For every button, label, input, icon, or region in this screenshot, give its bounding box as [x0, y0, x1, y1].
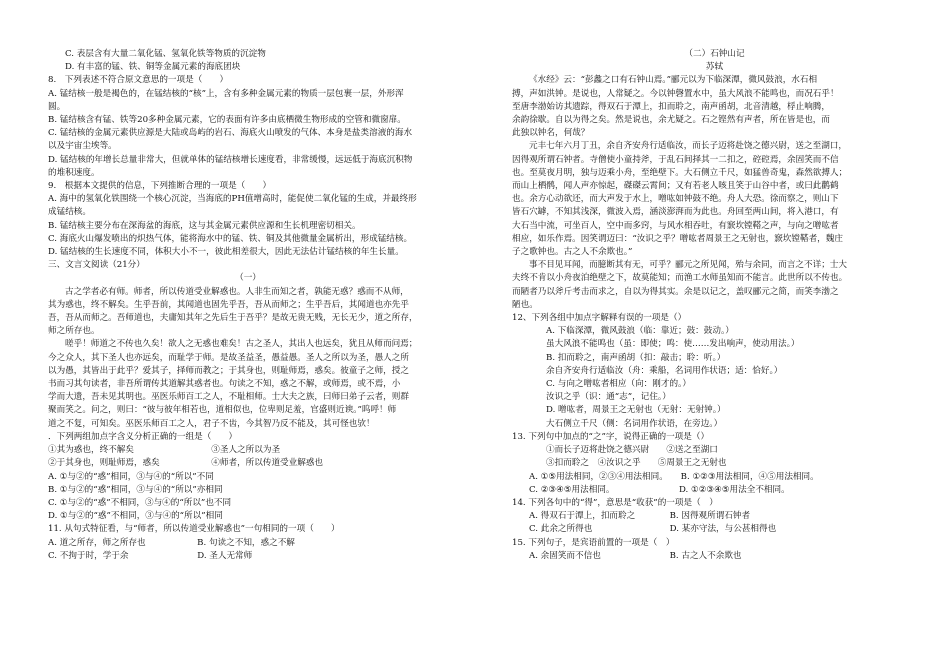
text-line: 今之众人，其下圣人也亦远矣，而耻学于师。是故圣益圣，愚益愚。圣人之所以为圣，愚人之所	[48, 352, 409, 363]
text-line: 吾，吾从而师之。吾师道也，夫庸知其年之先后生于吾乎？是故无贵无贱，无长无少，道之所存，	[48, 313, 418, 324]
text-line: 以为愚，其皆出于此乎？爱其子，择师而教之；于其身也，则耻师焉，惑矣。彼童子之师，授之	[48, 365, 409, 376]
text-line: C. 表层含有大量二氧化锰、氢氧化铁等物质的沉淀物	[65, 49, 266, 59]
text-line: 11. 从句式特征看，与“师者，所以传道受业解惑也”一句相同的一项（ ）	[48, 524, 340, 535]
text-line: D. 锰结核的年增长总量非常大，但就单体的锰结核增长速度看，非常缓慢，远远低于海底沉积物	[48, 154, 413, 165]
text-line: 大石当中流，可坐百人，空中而多窍，与风水相吞吐，有窾坎镗鞳之声，与向之噌吰者	[512, 220, 839, 231]
text-line: （二）石钟山记	[684, 49, 745, 59]
text-line: 元丰七年六月丁丑，余自齐安舟行适临汝，而长子迈将赴饶之德兴尉，送之至湖口，	[529, 141, 847, 152]
text-line: A. ①⑤用法相同，②③④用法相同。 B. ①②③用法相同，④⑤用法相同。	[529, 471, 819, 482]
text-line: B. 锰结核含有锰、铁等20多种金属元素，它的表面有许多由底栖微生物形成的空管和微窗扉。	[48, 115, 406, 126]
text-line: 8. 下列表述不符合原文意思的一项是（ ）	[48, 75, 229, 86]
text-line: A. ①与②的“惑”相同，③与④的“所以”不同	[48, 471, 214, 482]
text-line: C. 与向之噌吰者相应（向：刚才的。）	[546, 379, 691, 390]
text-line: 虽大风浪不能鸣也（虽：即使；鸣：使……发出响声，使动用法。）	[546, 339, 800, 350]
text-line: 书而习其句读者，非吾所谓传其道解其惑者也。句读之不知，惑之不解，或师焉，或不焉，小	[48, 379, 401, 390]
text-line: ①而长子迈将赴饶之德兴尉 ②送之至湖口	[546, 445, 718, 456]
text-line: D. ①与②的“惑”不相同，③与④的“所以”相同	[48, 511, 223, 522]
text-line: 夫终不肯以小舟夜泊绝壁之下，故莫能知；而渔工水师虽知而不能言。此世所以不传也。	[512, 273, 848, 284]
text-line: 三、文言文阅读（21分）	[48, 260, 145, 271]
text-line: 搏，声如洪钟。是说也，人常疑之。今以钟磬置水中，虽大风浪不能鸣也，而况石乎！	[512, 88, 839, 99]
text-line: A. 余固笑而不信也 B. 古之人不余欺也	[529, 550, 742, 561]
text-line: D. 有丰富的锰、铁、铜等金属元素的海底团块	[65, 62, 241, 73]
text-line: 道之不复，可知矣。巫医乐师百工之人，君子不齿，今其智乃反不能及，其可怪也欤！	[48, 418, 375, 429]
text-line: （一）	[235, 273, 261, 284]
text-line: A. 得双石于潭上，扣而聆之 B. 因得观所谓石钟者	[529, 511, 751, 522]
text-line: 相应，如乐作焉。因笑谓迈曰：“汝识之乎？噌吰者周景王之无射也，窾坎镗鞳者，魏庄	[512, 233, 843, 244]
text-line: 余韵徐歇。自以为得之矣。然是说也，余尤疑之。石之铿然有声者，所在皆是也，而	[512, 115, 830, 126]
text-line: 苏轼	[705, 62, 724, 73]
text-line: A. 道之所存，师之所存也 B. 句读之不知，惑之不解	[48, 537, 295, 548]
text-line: 至唐李渤始访其遗踪，得双石于潭上，扣而聆之，南声函胡，北音清越，桴止响腾，	[512, 101, 830, 112]
text-line: C. 海底火山爆发喷出的炽热气体，能将海水中的锰、铁、铜及其他微量金属析出，形成锰结核。	[48, 233, 413, 244]
text-line: C. 不拘于时，学于余 D. 圣人无常师	[48, 550, 253, 561]
text-line: ③扣而聆之 ④汝识之乎 ⑤周景王之无射也	[546, 458, 727, 469]
text-line: A. 海中的氢氧化铁围绕一个核心沉淀，当海底的PH值增高时，能促使二氧化锰的生成，并最终形	[48, 194, 417, 205]
text-line: 聚而笑之。问之，则曰：“彼与彼年相若也，道相似也，位卑则足羞，官盛则近谀。”呜呼！师	[48, 405, 397, 416]
text-line: 陋也。	[512, 299, 538, 310]
text-line: 也。至莫夜月明，独与迈乘小舟，至绝壁下。大石侧立千尺，如猛兽奇鬼，森然欲搏人；	[512, 167, 848, 178]
text-line: A. 锰结核一般是褐色的，在锰结核的“核”上，含有多种金属元素的物质一层包裹一层，外形浑	[48, 88, 404, 99]
text-line: 12、下列各组中加点字解释有误的一项是（）	[512, 313, 687, 324]
text-line: 皆石穴罅，不知其浅深，微波入焉，涵淡澎湃而为此也。舟回至两山间，将入港口，有	[512, 207, 839, 218]
text-line: 圆。	[48, 101, 66, 112]
text-line: 汝识之乎（识：通“志”，记住。）	[546, 392, 671, 403]
text-line: 因得观所谓石钟者。寺僧使小童持斧，于乱石间择其一二扣之，硿硿焉，余固笑而不信	[512, 154, 839, 165]
text-line: B. ①与②的“惑”相同，③与④的“所以”亦相同	[48, 484, 223, 495]
text-line: 师之所存也。	[48, 326, 100, 337]
text-line: 事不目见耳闻，而臆断其有无，可乎？郦元之所见闻，殆与余同，而言之不详；士大	[529, 260, 847, 271]
text-line: D. 锰结核的生长速度不同，体积大小不一，彼此相差很大，因此无法估计锰结核的年生长量。	[48, 247, 404, 258]
text-line: ．下列两组加点字含义分析正确的一组是（ ）	[48, 431, 238, 442]
left-column	[48, 48, 448, 563]
text-line: 以及宇宙尘埃等。	[48, 141, 117, 152]
text-line: 9. 根据本文提供的信息，下列推断合理的一项是（ ）	[48, 181, 272, 192]
text-line: 此独以钟名，何哉？	[512, 128, 590, 139]
text-line: 嗟乎！师道之不传也久矣！欲人之无惑也难矣！古之圣人，其出人也远矣，犹且从师而问焉；	[65, 339, 418, 350]
text-line: B. 锰结核主要分布在深海盆的海底，这与其金属元素供应源和生长机理密切相关。	[48, 220, 361, 231]
text-line: 《水经》云：“彭蠡之口有石钟山焉。”郦元以为下临深潭，微风鼓浪，水石相	[529, 75, 818, 86]
text-line: 子之歌钟也。古之人不余欺也。”	[512, 247, 633, 258]
text-line: 大石侧立千尺（侧：名词用作状语，在旁边。）	[546, 418, 723, 429]
text-line: 成锰结核。	[48, 207, 91, 218]
text-line: 15. 下列句子，是宾语前置的一项是（ ）	[512, 537, 675, 548]
text-line: C. 此余之所得也 D. 某亦守法，与公甚相得也	[529, 524, 777, 535]
text-line: C. ①与②的“惑”不相同，③与④的“所以”也不同	[48, 497, 232, 508]
text-line: 而陋者乃以斧斤考击而求之，自以为得其实。余是以记之，盖叹郦元之简，而笑李渤之	[512, 286, 839, 297]
text-line: 其为惑也，终不解矣。生乎吾前，其闻道也固先乎吾，吾从而师之；生乎吾后，其闻道也亦先乎	[48, 299, 409, 310]
text-line: B. 扣而聆之，南声函胡（扣：敲击；聆：听。）	[546, 352, 726, 363]
text-line: C. 锰结核的金属元素供应源是大陆或岛屿的岩石、海底火山喷发的气体、本身是盐类溶液的海水	[48, 128, 413, 139]
text-line: 而山上栖鹘，闻人声亦惊起，磔磔云霄间；又有若老人咳且笑于山谷中者，或曰此鹳鹤	[512, 181, 839, 192]
text-line: 的堆积速度。	[48, 167, 100, 178]
text-line: 14. 下列各句中的“得”，意思是“收获”的一项是（ ）	[512, 497, 718, 508]
text-line: 余自齐安舟行适临汝（舟：乘船，名词用作状语；适：恰好。）	[546, 365, 783, 376]
text-line: 古之学者必有师。师者，所以传道受业解惑也。人非生而知之者，孰能无惑？惑而不从师，	[65, 286, 409, 297]
text-line: 也。余方心动欲还，而大声发于水上，噌吰如钟鼓不绝。舟人大恐。徐而察之，则山下	[512, 194, 839, 205]
text-line: A. 下临深潭，微风鼓浪（临：靠近；鼓：鼓动。）	[546, 326, 734, 337]
text-line: 13. 下列句中加点的“之”字，说得正确的一项是（）	[512, 431, 710, 442]
text-line: ①其为惑也，终不解矣 ③圣人之所以为圣	[48, 445, 281, 456]
right-column	[512, 48, 917, 563]
text-line: C. ②③④⑤用法相同。 D. ①②③④⑤用法全不相同。	[529, 484, 790, 495]
text-line: D. 噌吰者，周景王之无射也（无射：无射钟。）	[546, 405, 726, 416]
text-line: ②于其身也，则耻师焉，惑矣 ④师者，所以传道受业解惑也	[48, 458, 324, 469]
text-line: 学而大遗，吾未见其明也。巫医乐师百工之人，不耻相师。士大夫之族，曰师曰弟子云者，则群	[48, 392, 409, 403]
